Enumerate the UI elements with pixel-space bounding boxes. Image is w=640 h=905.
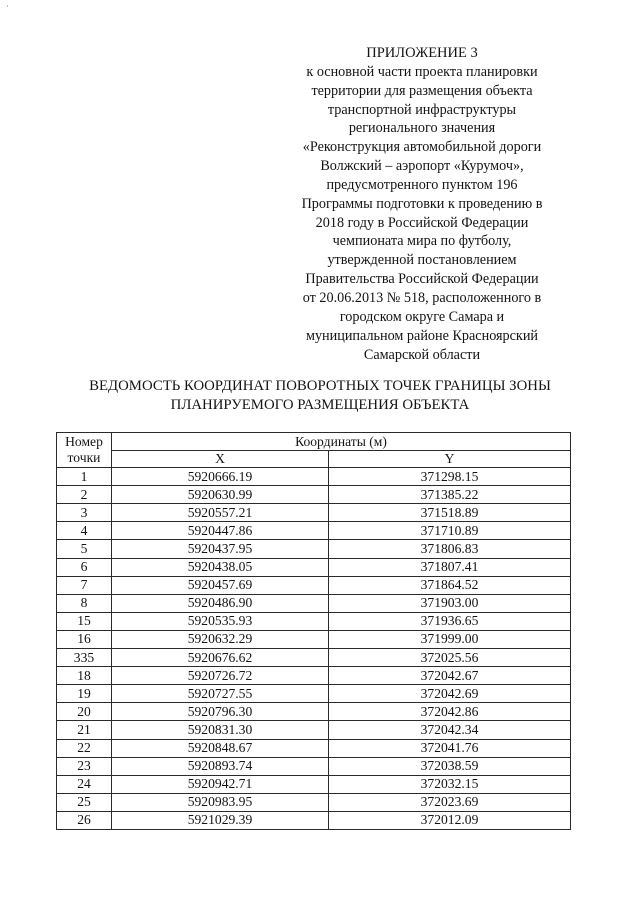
table-row bbox=[57, 558, 571, 576]
table-row bbox=[57, 504, 571, 522]
table-row bbox=[57, 468, 571, 486]
cell-y-coordinate: 371936.65 bbox=[329, 612, 571, 630]
appendix-line: предусмотренного пунктом 196 bbox=[326, 176, 518, 193]
cell-x-coordinate: 5920632.29 bbox=[112, 630, 329, 648]
appendix-line: от 20.06.2013 № 518, расположенного в bbox=[302, 289, 542, 306]
table-row bbox=[57, 703, 571, 721]
cell-x-coordinate: 5920942.71 bbox=[112, 775, 329, 793]
cell-point-number: 3 bbox=[57, 504, 112, 522]
appendix-line: Правительства Российской Федерации bbox=[305, 271, 539, 288]
cell-x-coordinate: 5920438.05 bbox=[112, 558, 329, 576]
table-row bbox=[57, 775, 571, 793]
cell-x-coordinate: 5920726.72 bbox=[112, 667, 329, 685]
cell-point-number: 2 bbox=[57, 486, 112, 504]
cell-y-coordinate: 371807.41 bbox=[329, 558, 571, 576]
table-row bbox=[57, 522, 571, 540]
document-title-line: ПЛАНИРУЕМОГО РАЗМЕЩЕНИЯ ОБЪЕКТА bbox=[170, 397, 470, 413]
cell-x-coordinate: 5920983.95 bbox=[112, 793, 329, 811]
cell-x-coordinate: 5920447.86 bbox=[112, 522, 329, 540]
table-row bbox=[57, 721, 571, 739]
table-row bbox=[57, 667, 571, 685]
document-title bbox=[40, 377, 600, 415]
cell-point-number: 18 bbox=[57, 667, 112, 685]
appendix-heading bbox=[286, 44, 558, 364]
cell-point-number: 19 bbox=[57, 685, 112, 703]
table-row bbox=[57, 793, 571, 811]
cell-point-number: 15 bbox=[57, 612, 112, 630]
cell-x-coordinate: 5920676.62 bbox=[112, 649, 329, 667]
cell-x-coordinate: 5920893.74 bbox=[112, 757, 329, 775]
cell-point-number: 21 bbox=[57, 721, 112, 739]
table-row bbox=[57, 594, 571, 612]
cell-y-coordinate: 371864.52 bbox=[329, 576, 571, 594]
cell-point-number: 16 bbox=[57, 630, 112, 648]
appendix-line: транспортной инфраструктуры bbox=[327, 101, 517, 118]
cell-point-number: 22 bbox=[57, 739, 112, 757]
cell-y-coordinate: 372042.86 bbox=[329, 703, 571, 721]
cell-x-coordinate: 5920535.93 bbox=[112, 612, 329, 630]
cell-y-coordinate: 371806.83 bbox=[329, 540, 571, 558]
appendix-line: утвержденной постановлением bbox=[327, 252, 517, 269]
appendix-line: Самарской области bbox=[363, 346, 481, 363]
cell-x-coordinate: 5921029.39 bbox=[112, 811, 329, 829]
cell-x-coordinate: 5920796.30 bbox=[112, 703, 329, 721]
document-title-line: ВЕДОМОСТЬ КООРДИНАТ ПОВОРОТНЫХ ТОЧЕК ГРАНИЦЫ ЗОНЫ bbox=[89, 378, 551, 394]
cell-y-coordinate: 372042.34 bbox=[329, 721, 571, 739]
table-subheader-row bbox=[57, 451, 571, 468]
table-row bbox=[57, 685, 571, 703]
cell-y-coordinate: 371385.22 bbox=[329, 486, 571, 504]
cell-point-number: 24 bbox=[57, 775, 112, 793]
cell-point-number: 25 bbox=[57, 793, 112, 811]
appendix-line: муниципальном районе Красноярский bbox=[305, 327, 539, 344]
cell-x-coordinate: 5920557.21 bbox=[112, 504, 329, 522]
cell-y-coordinate: 372025.56 bbox=[329, 649, 571, 667]
cell-point-number: 20 bbox=[57, 703, 112, 721]
cell-y-coordinate: 371710.89 bbox=[329, 522, 571, 540]
table-row bbox=[57, 486, 571, 504]
cell-point-number: 1 bbox=[57, 468, 112, 486]
table-row bbox=[57, 540, 571, 558]
table-row bbox=[57, 612, 571, 630]
cell-x-coordinate: 5920727.55 bbox=[112, 685, 329, 703]
cell-y-coordinate: 372041.76 bbox=[329, 739, 571, 757]
table-row bbox=[57, 649, 571, 667]
corner-mark: ˙ bbox=[6, 4, 9, 14]
header-point-number: Номер точки bbox=[57, 433, 112, 468]
cell-x-coordinate: 5920437.95 bbox=[112, 540, 329, 558]
cell-x-coordinate: 5920831.30 bbox=[112, 721, 329, 739]
table-row bbox=[57, 757, 571, 775]
cell-point-number: 335 bbox=[57, 649, 112, 667]
table-row bbox=[57, 739, 571, 757]
appendix-line: Волжский – аэропорт «Курумоч», bbox=[320, 158, 524, 175]
cell-x-coordinate: 5920630.99 bbox=[112, 486, 329, 504]
cell-y-coordinate: 371518.89 bbox=[329, 504, 571, 522]
appendix-line: территории для размещения объекта bbox=[311, 82, 533, 99]
cell-x-coordinate: 5920848.67 bbox=[112, 739, 329, 757]
cell-point-number: 4 bbox=[57, 522, 112, 540]
cell-x-coordinate: 5920457.69 bbox=[112, 576, 329, 594]
cell-point-number: 6 bbox=[57, 558, 112, 576]
cell-y-coordinate: 372038.59 bbox=[329, 757, 571, 775]
header-x: X bbox=[112, 451, 329, 468]
header-coordinates: Координаты (м) bbox=[112, 433, 571, 451]
cell-y-coordinate: 372032.15 bbox=[329, 775, 571, 793]
cell-point-number: 26 bbox=[57, 811, 112, 829]
cell-y-coordinate: 372042.69 bbox=[329, 685, 571, 703]
appendix-line: регионального значения bbox=[348, 120, 496, 137]
cell-y-coordinate: 372012.09 bbox=[329, 811, 571, 829]
cell-y-coordinate: 372023.69 bbox=[329, 793, 571, 811]
appendix-line: 2018 году в Российской Федерации bbox=[315, 214, 529, 231]
appendix-line: Программы подготовки к проведению в bbox=[301, 195, 543, 212]
table-row bbox=[57, 576, 571, 594]
appendix-line: городском округе Самара и bbox=[339, 308, 505, 325]
cell-y-coordinate: 371903.00 bbox=[329, 594, 571, 612]
appendix-line: чемпионата мира по футболу, bbox=[332, 233, 512, 250]
appendix-line: к основной части проекта планировки bbox=[306, 63, 538, 80]
table-row bbox=[57, 630, 571, 648]
coordinates-table bbox=[56, 432, 571, 830]
cell-point-number: 23 bbox=[57, 757, 112, 775]
cell-point-number: 5 bbox=[57, 540, 112, 558]
cell-y-coordinate: 371999.00 bbox=[329, 630, 571, 648]
cell-x-coordinate: 5920486.90 bbox=[112, 594, 329, 612]
cell-point-number: 7 bbox=[57, 576, 112, 594]
appendix-title: ПРИЛОЖЕНИЕ 3 bbox=[366, 45, 478, 61]
appendix-line: «Реконструкция автомобильной дороги bbox=[302, 139, 542, 156]
cell-y-coordinate: 372042.67 bbox=[329, 667, 571, 685]
cell-x-coordinate: 5920666.19 bbox=[112, 468, 329, 486]
header-y: Y bbox=[329, 451, 571, 468]
cell-point-number: 8 bbox=[57, 594, 112, 612]
table-row bbox=[57, 811, 571, 829]
cell-y-coordinate: 371298.15 bbox=[329, 468, 571, 486]
table-header-row bbox=[57, 433, 571, 451]
